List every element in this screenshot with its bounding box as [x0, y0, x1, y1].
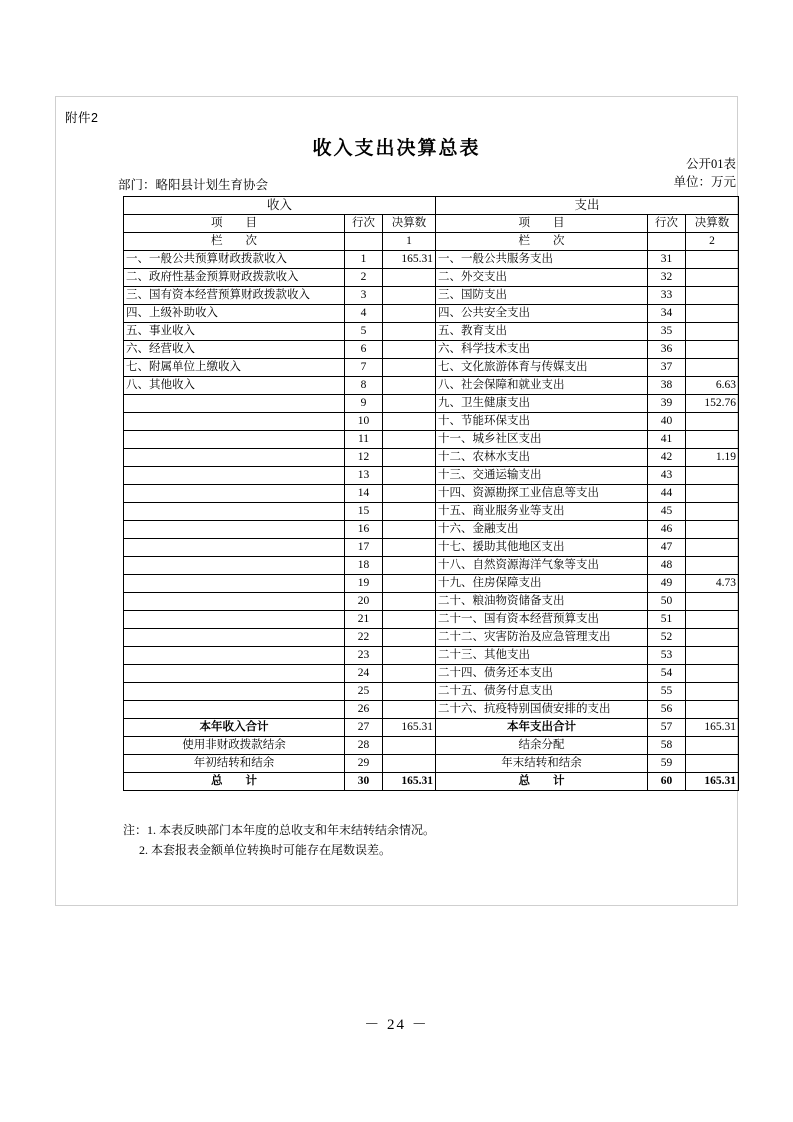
- form-code: 公开01表: [685, 157, 736, 171]
- expense-summary-amount: [686, 755, 739, 773]
- expense-amount: [686, 647, 739, 665]
- income-item: [124, 575, 345, 593]
- income-amount: [383, 287, 436, 305]
- expense-summary-row-no: 58: [648, 737, 686, 755]
- income-item: [124, 449, 345, 467]
- income-item: 六、经营收入: [124, 341, 345, 359]
- income-item: [124, 521, 345, 539]
- expense-row-no: 41: [648, 431, 686, 449]
- expense-amount: [686, 413, 739, 431]
- table-row: [124, 683, 739, 701]
- expense-row-no: 35: [648, 323, 686, 341]
- income-amount-header: 决算数: [383, 215, 436, 233]
- income-row-no: 21: [345, 611, 383, 629]
- expense-amount-header: 决算数: [686, 215, 739, 233]
- income-amount: [383, 539, 436, 557]
- expense-amount: [686, 251, 739, 269]
- expense-item: 二十、粮油物资储备支出: [436, 593, 648, 611]
- income-row-no: 2: [345, 269, 383, 287]
- income-row-no: 16: [345, 521, 383, 539]
- table-row: [124, 413, 739, 431]
- expense-item-header: 项 目: [436, 215, 648, 233]
- expense-row-no: 46: [648, 521, 686, 539]
- expense-row-no: 33: [648, 287, 686, 305]
- expense-item: 十三、交通运输支出: [436, 467, 648, 485]
- income-group-header: 收入: [124, 197, 436, 215]
- table-row: [124, 647, 739, 665]
- income-row-no: 18: [345, 557, 383, 575]
- expense-amount: [686, 701, 739, 719]
- expense-item: 二十六、抗疫特别国债安排的支出: [436, 701, 648, 719]
- income-summary-item: 使用非财政拨款结余: [124, 737, 345, 755]
- expense-summary-row-no: 59: [648, 755, 686, 773]
- expense-amount: [686, 341, 739, 359]
- table-row: [124, 251, 739, 269]
- income-item: [124, 557, 345, 575]
- income-summary-row-no: 28: [345, 737, 383, 755]
- expense-row-no: 39: [648, 395, 686, 413]
- income-item: [124, 701, 345, 719]
- expense-item: 二十三、其他支出: [436, 647, 648, 665]
- income-total-label: 总 计: [124, 773, 345, 791]
- table-row: [124, 629, 739, 647]
- income-item: [124, 647, 345, 665]
- table-column-header-row: [124, 215, 739, 233]
- expense-amount: [686, 539, 739, 557]
- income-amount: [383, 377, 436, 395]
- expense-item: 一、一般公共服务支出: [436, 251, 648, 269]
- income-item: [124, 593, 345, 611]
- expense-row-no: 48: [648, 557, 686, 575]
- expense-row-no: 32: [648, 269, 686, 287]
- expense-item: 十二、农林水支出: [436, 449, 648, 467]
- income-item-header: 项 目: [124, 215, 345, 233]
- table-body: [124, 197, 739, 791]
- income-amount: [383, 521, 436, 539]
- expense-total-label: 总 计: [436, 773, 648, 791]
- income-amount: [383, 449, 436, 467]
- expense-row-no: 50: [648, 593, 686, 611]
- expense-item: 十四、资源勘探工业信息等支出: [436, 485, 648, 503]
- table-row: [124, 485, 739, 503]
- table-row: [124, 521, 739, 539]
- income-row-no: 17: [345, 539, 383, 557]
- expense-summary-item: 本年支出合计: [436, 719, 648, 737]
- table-row: [124, 503, 739, 521]
- income-amount: [383, 269, 436, 287]
- table-row: [124, 593, 739, 611]
- income-total-row-no: 30: [345, 773, 383, 791]
- income-amount: [383, 485, 436, 503]
- table-row: [124, 611, 739, 629]
- income-row-no: 11: [345, 431, 383, 449]
- expense-row-no: 56: [648, 701, 686, 719]
- income-row-no: 13: [345, 467, 383, 485]
- table-row: [124, 557, 739, 575]
- income-amount: [383, 467, 436, 485]
- expense-row-no: 40: [648, 413, 686, 431]
- expense-row-no: 52: [648, 629, 686, 647]
- page-title: 收入支出决算总表: [312, 138, 481, 159]
- income-item: [124, 665, 345, 683]
- income-row-no: 10: [345, 413, 383, 431]
- income-amount: [383, 395, 436, 413]
- income-item: [124, 431, 345, 449]
- expense-column-label: 栏 次: [436, 233, 648, 251]
- expense-item: 十六、金融支出: [436, 521, 648, 539]
- income-row-no: 1: [345, 251, 383, 269]
- income-amount: [383, 629, 436, 647]
- department-name: 部门：略阳县计划生育协会: [118, 178, 269, 192]
- income-row-no: 19: [345, 575, 383, 593]
- table-summary-row: [124, 719, 739, 737]
- income-row-no: 26: [345, 701, 383, 719]
- income-item: [124, 683, 345, 701]
- table-group-header-row: [124, 197, 739, 215]
- income-rowno-header: 行次: [345, 215, 383, 233]
- expense-amount: [686, 305, 739, 323]
- income-amount: [383, 611, 436, 629]
- expense-row-no: 53: [648, 647, 686, 665]
- table-row: [124, 341, 739, 359]
- note-line-1: 注：1. 本表反映部门本年度的总收支和年末结转结余情况。: [123, 823, 436, 837]
- income-item: [124, 485, 345, 503]
- table-row: [124, 539, 739, 557]
- table-row: [124, 323, 739, 341]
- expense-item: 十八、自然资源海洋气象等支出: [436, 557, 648, 575]
- expense-row-no: 37: [648, 359, 686, 377]
- expense-item: 十一、城乡社区支出: [436, 431, 648, 449]
- income-row-no: 25: [345, 683, 383, 701]
- income-row-no: 14: [345, 485, 383, 503]
- table-row: [124, 395, 739, 413]
- amount-unit: 单位：万元: [673, 175, 736, 189]
- income-amount: [383, 503, 436, 521]
- income-amount: [383, 575, 436, 593]
- income-amount: [383, 341, 436, 359]
- expense-summary-amount: [686, 737, 739, 755]
- expense-row-no: 34: [648, 305, 686, 323]
- expense-amount: [686, 611, 739, 629]
- expense-amount: [686, 629, 739, 647]
- income-amount: [383, 305, 436, 323]
- expense-row-no: 55: [648, 683, 686, 701]
- table-row: [124, 575, 739, 593]
- expense-amount: 4.73: [686, 575, 739, 593]
- income-row-no: 20: [345, 593, 383, 611]
- income-summary-amount: [383, 737, 436, 755]
- income-item: 五、事业收入: [124, 323, 345, 341]
- expense-summary-amount: 165.31: [686, 719, 739, 737]
- income-row-no: 7: [345, 359, 383, 377]
- income-item: [124, 539, 345, 557]
- expense-rowno-header: 行次: [648, 215, 686, 233]
- expense-amount: [686, 467, 739, 485]
- income-item: [124, 467, 345, 485]
- expense-item: 二、外交支出: [436, 269, 648, 287]
- expense-item: 八、社会保障和就业支出: [436, 377, 648, 395]
- expense-amount: [686, 269, 739, 287]
- expense-row-no: 38: [648, 377, 686, 395]
- expense-item: 十五、商业服务业等支出: [436, 503, 648, 521]
- expense-summary-item: 年末结转和结余: [436, 755, 648, 773]
- note-line-2: 2. 本套报表金额单位转换时可能存在尾数误差。: [139, 843, 392, 857]
- income-row-no: 22: [345, 629, 383, 647]
- expense-amount: [686, 503, 739, 521]
- table-row: [124, 305, 739, 323]
- income-amount: [383, 359, 436, 377]
- income-item: [124, 629, 345, 647]
- expense-amount: [686, 359, 739, 377]
- income-total-amount: 165.31: [383, 773, 436, 791]
- expense-item: 三、国防支出: [436, 287, 648, 305]
- expense-row-no: 31: [648, 251, 686, 269]
- expense-item: 二十一、国有资本经营预算支出: [436, 611, 648, 629]
- expense-row-no: 54: [648, 665, 686, 683]
- expense-amount: 152.76: [686, 395, 739, 413]
- income-row-no: 6: [345, 341, 383, 359]
- expense-amount: [686, 521, 739, 539]
- income-amount: [383, 413, 436, 431]
- income-item: [124, 611, 345, 629]
- income-row-no: 24: [345, 665, 383, 683]
- expense-item: 二十四、债务还本支出: [436, 665, 648, 683]
- expense-amount: [686, 287, 739, 305]
- table-total-row: [124, 773, 739, 791]
- income-item: [124, 503, 345, 521]
- expense-item: 十、节能环保支出: [436, 413, 648, 431]
- income-row-no: 8: [345, 377, 383, 395]
- income-amount: [383, 557, 436, 575]
- income-summary-item: 本年收入合计: [124, 719, 345, 737]
- expense-item: 七、文化旅游体育与传媒支出: [436, 359, 648, 377]
- table-row: [124, 449, 739, 467]
- expense-amount: [686, 665, 739, 683]
- page-number: － 24 －: [364, 1017, 429, 1033]
- income-column-label-blank: [345, 233, 383, 251]
- expense-item: 二十二、灾害防治及应急管理支出: [436, 629, 648, 647]
- expense-row-no: 44: [648, 485, 686, 503]
- expense-amount: [686, 683, 739, 701]
- income-summary-item: 年初结转和结余: [124, 755, 345, 773]
- income-item: 八、其他收入: [124, 377, 345, 395]
- income-item: 二、政府性基金预算财政拨款收入: [124, 269, 345, 287]
- expense-summary-row-no: 57: [648, 719, 686, 737]
- expense-row-no: 42: [648, 449, 686, 467]
- expense-row-no: 43: [648, 467, 686, 485]
- expense-item: 六、科学技术支出: [436, 341, 648, 359]
- expense-group-header: 支出: [436, 197, 739, 215]
- expense-summary-item: 结余分配: [436, 737, 648, 755]
- income-row-no: 9: [345, 395, 383, 413]
- expense-item: 十七、援助其他地区支出: [436, 539, 648, 557]
- expense-amount: [686, 557, 739, 575]
- table-row: [124, 359, 739, 377]
- income-row-no: 5: [345, 323, 383, 341]
- expense-amount: [686, 485, 739, 503]
- table-summary-row: [124, 737, 739, 755]
- attachment-label: 附件2: [65, 111, 99, 125]
- income-amount: [383, 431, 436, 449]
- income-amount: [383, 701, 436, 719]
- expense-item: 九、卫生健康支出: [436, 395, 648, 413]
- income-column-label: 栏 次: [124, 233, 345, 251]
- expense-row-no: 47: [648, 539, 686, 557]
- expense-row-no: 49: [648, 575, 686, 593]
- income-amount: [383, 683, 436, 701]
- expense-item: 十九、住房保障支出: [436, 575, 648, 593]
- expense-amount: [686, 323, 739, 341]
- expense-item: 四、公共安全支出: [436, 305, 648, 323]
- table-row: [124, 701, 739, 719]
- income-item: [124, 413, 345, 431]
- income-amount: [383, 665, 436, 683]
- table-row: [124, 287, 739, 305]
- table-row: [124, 431, 739, 449]
- income-row-no: 12: [345, 449, 383, 467]
- income-item: 四、上级补助收入: [124, 305, 345, 323]
- expense-amount: [686, 431, 739, 449]
- income-item: 三、国有资本经营预算财政拨款收入: [124, 287, 345, 305]
- income-item: 一、一般公共预算财政拨款收入: [124, 251, 345, 269]
- income-amount: 165.31: [383, 251, 436, 269]
- form-meta: [673, 155, 736, 191]
- expense-amount: [686, 593, 739, 611]
- table-notes: [123, 820, 435, 860]
- income-column-number: 1: [383, 233, 436, 251]
- expense-item: 二十五、债务付息支出: [436, 683, 648, 701]
- income-item: [124, 395, 345, 413]
- expense-column-label-blank: [648, 233, 686, 251]
- income-row-no: 3: [345, 287, 383, 305]
- income-amount: [383, 593, 436, 611]
- expense-total-amount: 165.31: [686, 773, 739, 791]
- expense-row-no: 45: [648, 503, 686, 521]
- income-row-no: 15: [345, 503, 383, 521]
- income-row-no: 23: [345, 647, 383, 665]
- expense-row-no: 36: [648, 341, 686, 359]
- budget-table: [123, 196, 739, 791]
- table-row: [124, 377, 739, 395]
- table-row: [124, 467, 739, 485]
- expense-amount: 6.63: [686, 377, 739, 395]
- table-row: [124, 665, 739, 683]
- income-summary-row-no: 29: [345, 755, 383, 773]
- income-summary-amount: 165.31: [383, 719, 436, 737]
- income-amount: [383, 647, 436, 665]
- expense-amount: 1.19: [686, 449, 739, 467]
- income-summary-amount: [383, 755, 436, 773]
- income-row-no: 4: [345, 305, 383, 323]
- expense-total-row-no: 60: [648, 773, 686, 791]
- income-amount: [383, 323, 436, 341]
- expense-row-no: 51: [648, 611, 686, 629]
- expense-item: 五、教育支出: [436, 323, 648, 341]
- table-column-number-row: [124, 233, 739, 251]
- table-summary-row: [124, 755, 739, 773]
- income-summary-row-no: 27: [345, 719, 383, 737]
- table-row: [124, 269, 739, 287]
- expense-column-number: 2: [686, 233, 739, 251]
- income-item: 七、附属单位上缴收入: [124, 359, 345, 377]
